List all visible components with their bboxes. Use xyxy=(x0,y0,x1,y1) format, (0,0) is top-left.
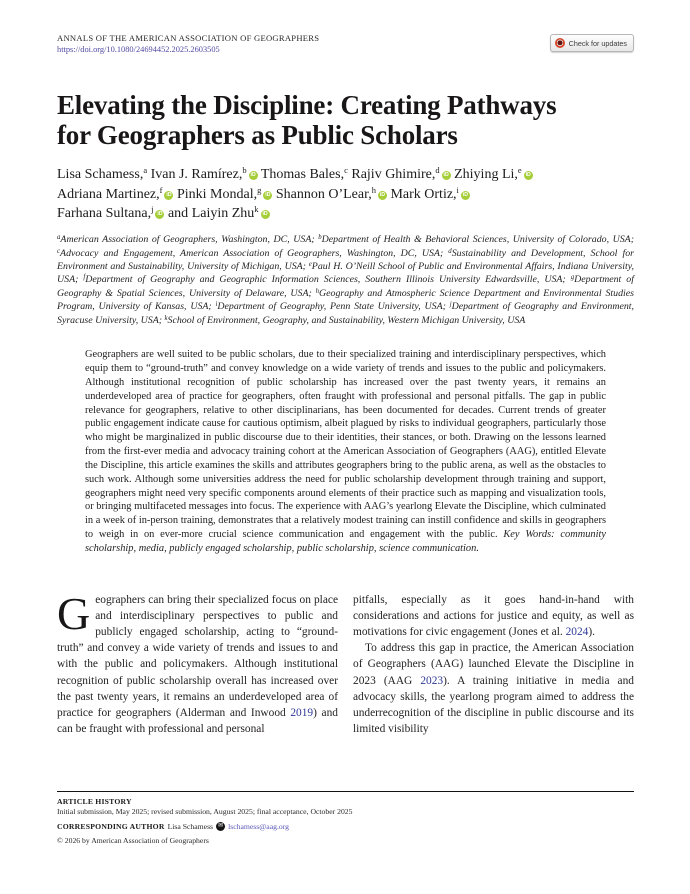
article-history-text: Initial submission, May 2025; revised submission, August 2025; final acceptance, October 2025 xyxy=(57,807,353,816)
orcid-icon[interactable]: iD xyxy=(525,172,531,179)
body-paragraph: Geographers can bring their specialized focus on place and interdisciplinary perspectives to public and publicly engaged scholarship, acting to “ground-truth” and convey a wide variety of trends and issues to and with the public and policymakers. Although institutional recognition of public scholarship overall has increased over the past twenty years, it remains an underdeveloped area of practice for geographers (Alderman and Inwood 2019) and can be fraught with professional and personal xyxy=(57,587,338,736)
author-line xyxy=(57,204,634,223)
doi-link[interactable]: https://doi.org/10.1080/24694452.2025.2603505 xyxy=(57,45,220,54)
orcid-icon[interactable]: iD xyxy=(262,210,268,217)
corresponding-author-row xyxy=(57,822,634,831)
author-name: Zhiying Li,$^e$ xyxy=(454,165,522,183)
email-link[interactable]: lschamess@aag.org xyxy=(228,822,290,831)
affiliation-marker: a xyxy=(57,234,61,242)
author-name: Pinki Mondal,$^g$ xyxy=(176,184,262,202)
author-list xyxy=(57,165,634,223)
orcid-icon[interactable]: iD xyxy=(265,191,271,198)
affiliation-text: Paul H. O’Neill School of Public and Environmental Affairs, Indiana University, USA; xyxy=(57,260,635,286)
author-name: and Laiyin Zhu$^k$ xyxy=(167,203,259,221)
affiliation-marker: f xyxy=(83,274,86,282)
orcid-icon[interactable]: iD xyxy=(166,191,172,198)
affiliation-marker: j xyxy=(449,301,452,309)
journal-name: ANNALS OF THE AMERICAN ASSOCIATION OF GEOGRAPHERS xyxy=(57,33,320,43)
orcid-icon[interactable]: iD xyxy=(462,191,469,198)
journal-header-left xyxy=(57,33,319,54)
author-name: Mark Ortiz,$^i$ xyxy=(390,184,459,202)
affiliation-marker: d xyxy=(448,247,452,255)
author-line xyxy=(57,185,634,204)
footer xyxy=(57,791,634,845)
orcid-icon[interactable]: iD xyxy=(250,172,256,179)
abstract xyxy=(85,348,606,555)
crossmark-icon xyxy=(555,38,565,48)
affiliation-text: Sustainability and Development, School for Environment and Sustainability, University of Michigan, USA; xyxy=(57,247,635,272)
affiliation-marker: i xyxy=(215,301,218,309)
article-history-label: ARTICLE HISTORY xyxy=(57,797,132,806)
email-icon: ✉ xyxy=(216,822,225,831)
abstract-text: Geographers are well suited to be public scholars, due to their specialized training and interdisciplinary perspectives, which equip them to “ground-truth” and convey knowledge on a wide variety of trends and issues to the public and policymakers. Although institutional recognition of public scholarship has increased over the past twenty years, it remains an underdeveloped area of practice for geographers, often fraught with professional and personal pitfalls. The gap in public relevance for geographers, relative to other disciplinarians, has been documented for decades. Current trends of greater public engagement indicate cause for cautious optimism, albeit plagued by risks to individual geographers, particularly those who might be marginalized in public discourse due to their identities, their stances, or both. Drawing on the lessons learned from the first-ever media and advocacy training cohort at the American Association of Geographers (AAG), entitled Elevate the Discipline, this article examines the skills and attributes geographers bring to the public arena, as well as the obstacles to such work. Although some universities address the need for public scholarship development through training and support, geographers might need very specific components around elements of their practice such as mapping and visualization tools, or bringing multifaceted messages into focus. The experience with AAG’s yearlong Elevate the Discipline, which culminated in a week of in-person training, demonstrates that a relatively modest training can instill confidence and skills in geographers to weigh in on ever-more crucial science communication and engagement with the public. xyxy=(85,349,606,541)
orcid-icon[interactable]: iD xyxy=(379,191,386,198)
keywords-text: community scholarship, media, publicly engaged scholarship, public scholarship, science communication. xyxy=(85,529,606,554)
author-name: Lisa Schamess,$^a$ xyxy=(57,165,148,183)
corresponding-author-label: CORRESPONDING AUTHOR xyxy=(57,822,165,831)
affiliation-text: School of Environment, Geography, and Sustainability, Western Michigan University, USA xyxy=(167,314,526,326)
author-name: Farhana Sultana,$^j$ xyxy=(57,203,154,221)
affiliation-marker: b xyxy=(318,234,322,242)
author-line xyxy=(57,165,634,184)
author-name: Adriana Martinez,$^f$ xyxy=(57,184,163,202)
body-paragraph: To address this gap in practice, the American Association of Geographers (AAG) launched Elevate the Discipline in 2023 (AAG 2023). A training initiative in media and advocacy skills, the yearlong program aimed to address the underrecognition of the discipline in public discourse and its limited visibility xyxy=(353,642,634,736)
affiliation-marker: k xyxy=(164,314,168,322)
affiliation-text: Department of Geography and Geographic Information Sciences, Southern Illinois University Edwardsville, USA; xyxy=(85,274,571,286)
author-name: Thomas Bales,$^c$ xyxy=(260,165,348,183)
body-paragraph: pitfalls, especially as it goes hand-in-hand with considerations and actions for justice and equity, as well as motivations for civic engagement (Jones et al. 2024). xyxy=(353,593,634,639)
orcid-icon[interactable]: iD xyxy=(443,172,449,179)
body-column-right xyxy=(353,592,634,738)
keywords-label: Key Words: xyxy=(503,529,555,541)
affiliation-marker: g xyxy=(570,274,575,282)
affiliation-marker: h xyxy=(315,287,320,295)
affiliation-text: Department of Geography and Environment, Syracuse University, USA; xyxy=(57,301,634,326)
citation-link[interactable]: 2023 xyxy=(420,674,444,687)
affiliation-text: American Association of Geographers, Washington, DC, USA; xyxy=(60,234,319,246)
affiliations xyxy=(57,233,634,327)
citation-link[interactable]: 2024 xyxy=(565,626,589,639)
citation-link[interactable]: 2019 xyxy=(290,707,314,720)
drop-cap: G xyxy=(57,587,91,639)
author-name: Rajiv Ghimire,$^d$ xyxy=(351,165,440,183)
article-title xyxy=(57,90,634,150)
affiliation-text: Advocacy and Engagement, American Association of Geographers, Washington, DC, USA; xyxy=(60,247,449,259)
copyright-notice: © 2026 by American Association of Geographers xyxy=(57,836,209,845)
journal-header xyxy=(57,33,634,54)
affiliation-text: Department of Geography, Penn State University, USA; xyxy=(217,301,450,313)
check-for-updates-label: Check for updates xyxy=(568,38,627,48)
author-name: Shannon O’Lear,$^h$ xyxy=(275,184,376,202)
body-columns xyxy=(57,587,634,738)
body-column-left xyxy=(57,587,338,738)
article-title-line1: Elevating the Discipline: Creating Pathways xyxy=(57,90,557,120)
affiliation-marker: e xyxy=(308,260,312,268)
affiliation-marker: c xyxy=(57,247,61,255)
affiliation-text: Geography and Atmospheric Science Department and Environmental Studies Program, University of Kansas, USA; xyxy=(57,287,634,313)
affiliation-text: Department of Geography & Spatial Sciences, University of Delaware, USA; xyxy=(57,274,634,299)
affiliation-text: Department of Health & Behavioral Sciences, University of Colorado, USA; xyxy=(321,234,634,246)
orcid-icon[interactable]: iD xyxy=(157,210,163,217)
footer-rule xyxy=(57,791,634,792)
check-for-updates-button[interactable] xyxy=(550,34,634,52)
corresponding-author-name: Lisa Schamess xyxy=(167,822,214,831)
article-title-line2: for Geographers as Public Scholars xyxy=(57,120,458,151)
author-name: Ivan J. Ramírez,$^b$ xyxy=(150,165,247,183)
